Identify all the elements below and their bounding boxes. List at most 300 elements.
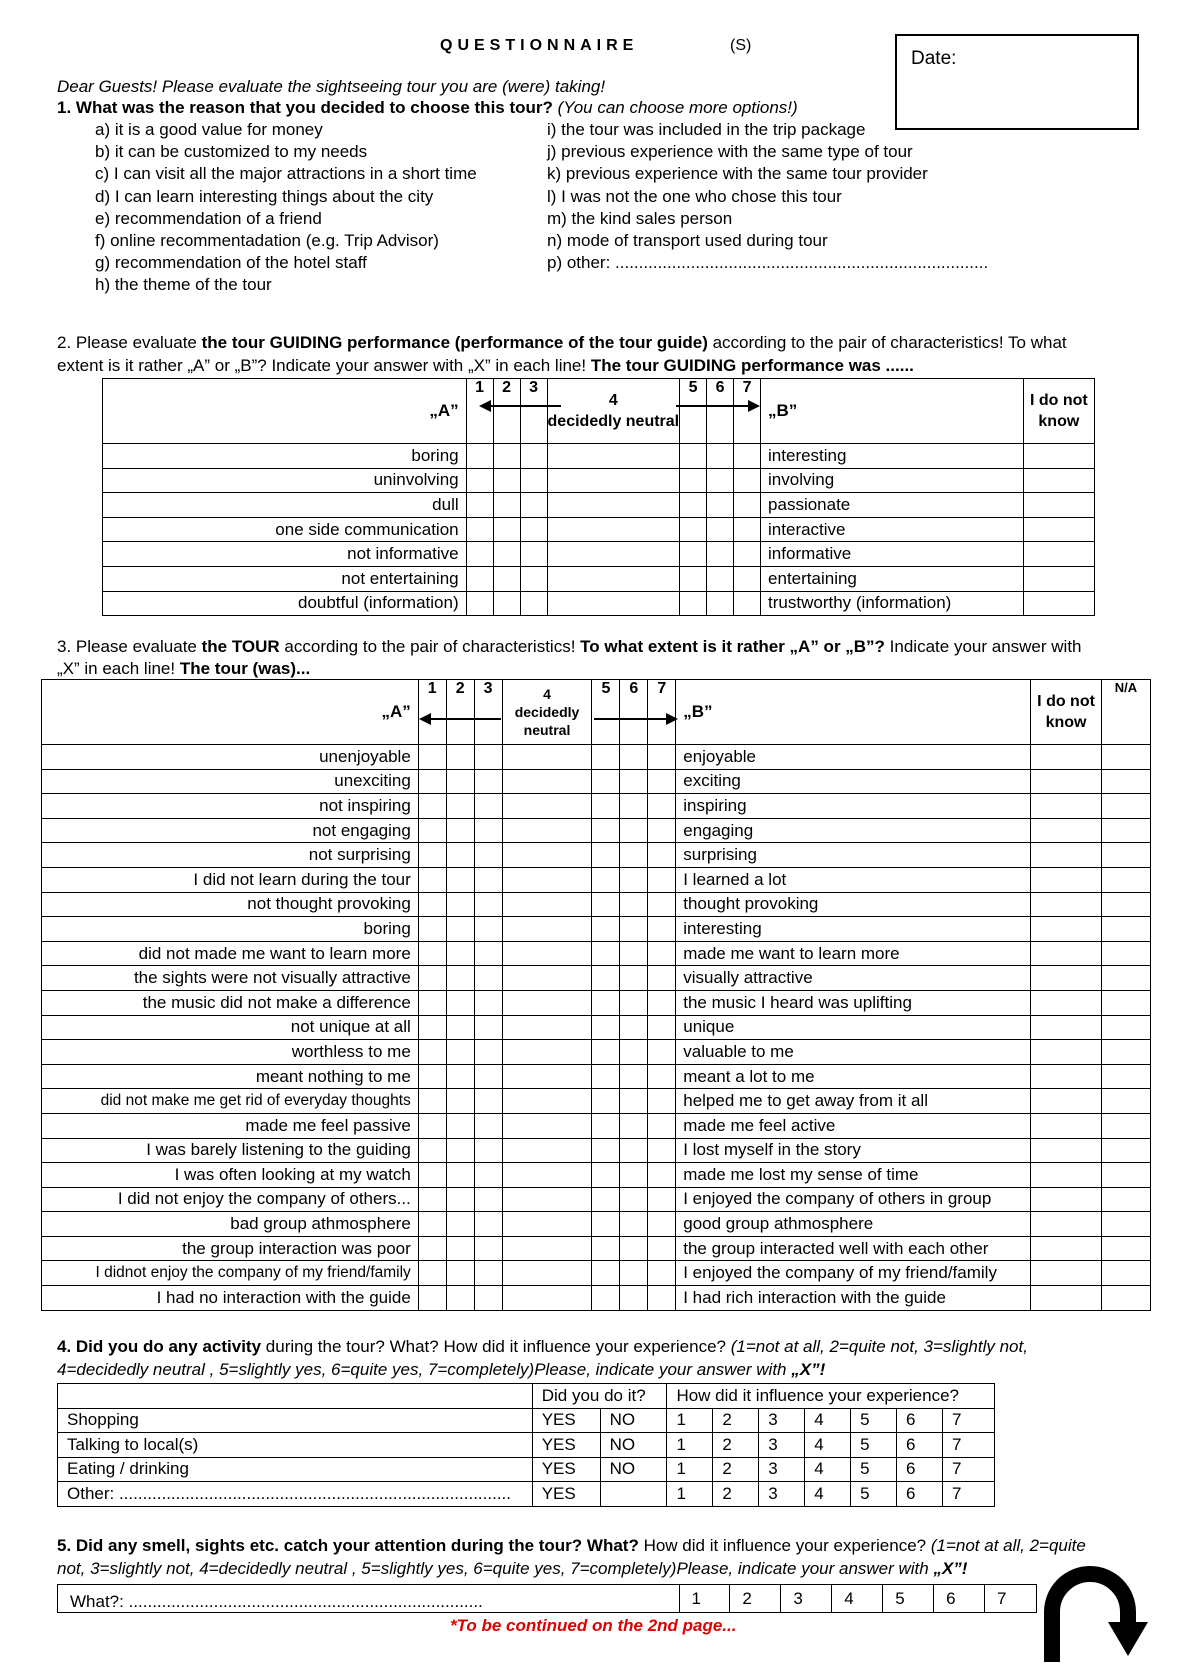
q3-rating-cell-2[interactable] (446, 1040, 474, 1065)
q3-rating-cell-2[interactable] (446, 1089, 474, 1114)
q2-rating-cell-1[interactable] (466, 444, 493, 469)
q3-na-cell[interactable] (1102, 1015, 1151, 1040)
q2-rating-cell-2[interactable] (493, 493, 520, 518)
q3-rating-cell-6[interactable] (620, 818, 648, 843)
q3-rating-cell-4[interactable] (502, 794, 592, 819)
q3-rating-cell-4[interactable] (502, 745, 592, 770)
q4-rating-option-1[interactable]: 1 (667, 1482, 713, 1507)
q3-dont-know-cell[interactable] (1031, 769, 1102, 794)
q5-rating-option-3[interactable]: 3 (781, 1585, 832, 1613)
q3-rating-cell-4[interactable] (502, 1015, 592, 1040)
q2-rating-cell-1[interactable] (466, 517, 493, 542)
q3-rating-cell-1[interactable] (418, 966, 446, 991)
q3-rating-cell-4[interactable] (502, 1040, 592, 1065)
q3-rating-cell-5[interactable] (592, 1163, 620, 1188)
q3-rating-cell-1[interactable] (418, 867, 446, 892)
q2-rating-cell-6[interactable] (707, 444, 734, 469)
q3-rating-cell-4[interactable] (502, 1236, 592, 1261)
q3-rating-cell-2[interactable] (446, 1261, 474, 1286)
q3-rating-cell-3[interactable] (474, 1040, 502, 1065)
q2-rating-cell-4[interactable] (547, 493, 680, 518)
q3-rating-cell-4[interactable] (502, 1089, 592, 1114)
q3-rating-cell-2[interactable] (446, 1113, 474, 1138)
q3-rating-cell-2[interactable] (446, 794, 474, 819)
q2-rating-cell-3[interactable] (520, 444, 547, 469)
q2-rating-cell-5[interactable] (680, 444, 707, 469)
q1-option-right-1[interactable]: i) the tour was included in the trip package (547, 120, 866, 139)
q3-rating-cell-4[interactable] (502, 1113, 592, 1138)
q3-rating-cell-5[interactable] (592, 941, 620, 966)
q3-dont-know-cell[interactable] (1031, 892, 1102, 917)
q3-rating-cell-7[interactable] (648, 818, 676, 843)
q3-rating-cell-3[interactable] (474, 843, 502, 868)
q3-rating-cell-3[interactable] (474, 867, 502, 892)
q3-rating-cell-3[interactable] (474, 769, 502, 794)
q3-na-cell[interactable] (1102, 1236, 1151, 1261)
q2-rating-cell-5[interactable] (680, 493, 707, 518)
q3-rating-cell-4[interactable] (502, 843, 592, 868)
q3-rating-cell-7[interactable] (648, 990, 676, 1015)
q3-rating-cell-1[interactable] (418, 892, 446, 917)
q3-rating-cell-5[interactable] (592, 1286, 620, 1311)
q3-na-cell[interactable] (1102, 966, 1151, 991)
q3-rating-cell-4[interactable] (502, 1163, 592, 1188)
q3-rating-cell-1[interactable] (418, 1212, 446, 1237)
q3-rating-cell-5[interactable] (592, 1187, 620, 1212)
q2-rating-cell-6[interactable] (707, 566, 734, 591)
q3-rating-cell-1[interactable] (418, 1089, 446, 1114)
q2-dont-know-cell[interactable] (1023, 444, 1094, 469)
q3-rating-cell-6[interactable] (620, 843, 648, 868)
q3-rating-cell-1[interactable] (418, 917, 446, 942)
q2-dont-know-cell[interactable] (1023, 468, 1094, 493)
q3-rating-cell-7[interactable] (648, 941, 676, 966)
q2-rating-cell-2[interactable] (493, 566, 520, 591)
q2-rating-cell-5[interactable] (680, 591, 707, 616)
q3-rating-cell-2[interactable] (446, 1138, 474, 1163)
q1-option-left-2[interactable]: b) it can be customized to my needs (95, 142, 368, 162)
q2-rating-cell-2[interactable] (493, 542, 520, 567)
q2-rating-cell-3[interactable] (520, 591, 547, 616)
q1-option-right-7[interactable]: p) other: ............................................................................... (547, 253, 989, 273)
q3-na-cell[interactable] (1102, 1064, 1151, 1089)
q4-rating-option-7[interactable]: 7 (942, 1433, 994, 1458)
q3-na-cell[interactable] (1102, 794, 1151, 819)
q3-rating-cell-5[interactable] (592, 966, 620, 991)
q3-rating-cell-2[interactable] (446, 1187, 474, 1212)
q3-rating-cell-7[interactable] (648, 1286, 676, 1311)
q5-rating-option-7[interactable]: 7 (985, 1585, 1037, 1613)
q2-rating-cell-4[interactable] (547, 566, 680, 591)
q1-option-right-4[interactable]: l) I was not the one who chose this tour (547, 186, 842, 206)
q3-rating-cell-1[interactable] (418, 1113, 446, 1138)
q3-dont-know-cell[interactable] (1031, 843, 1102, 868)
q3-rating-cell-3[interactable] (474, 917, 502, 942)
q2-dont-know-cell[interactable] (1023, 591, 1094, 616)
q3-rating-cell-1[interactable] (418, 843, 446, 868)
q4-rating-option-4[interactable]: 4 (805, 1408, 851, 1433)
q3-rating-cell-7[interactable] (648, 867, 676, 892)
q3-rating-cell-5[interactable] (592, 1089, 620, 1114)
q3-rating-cell-7[interactable] (648, 1212, 676, 1237)
q4-rating-option-1[interactable]: 1 (667, 1408, 713, 1433)
q3-dont-know-cell[interactable] (1031, 1286, 1102, 1311)
q3-rating-cell-1[interactable] (418, 1187, 446, 1212)
q3-na-cell[interactable] (1102, 1113, 1151, 1138)
q2-rating-cell-7[interactable] (734, 542, 761, 567)
q3-dont-know-cell[interactable] (1031, 1163, 1102, 1188)
q3-rating-cell-2[interactable] (446, 1163, 474, 1188)
q4-rating-option-3[interactable]: 3 (759, 1408, 805, 1433)
q2-rating-cell-7[interactable] (734, 444, 761, 469)
q3-rating-cell-4[interactable] (502, 990, 592, 1015)
q2-rating-cell-2[interactable] (493, 444, 520, 469)
q4-rating-option-6[interactable]: 6 (897, 1482, 943, 1507)
q4-rating-option-3[interactable]: 3 (759, 1482, 805, 1507)
q3-rating-cell-4[interactable] (502, 1261, 592, 1286)
q3-rating-cell-5[interactable] (592, 1236, 620, 1261)
q3-rating-cell-2[interactable] (446, 1236, 474, 1261)
q4-rating-option-5[interactable]: 5 (851, 1433, 897, 1458)
q3-rating-cell-3[interactable] (474, 966, 502, 991)
q3-rating-cell-7[interactable] (648, 843, 676, 868)
q3-dont-know-cell[interactable] (1031, 1261, 1102, 1286)
q1-option-right-2[interactable]: j) previous experience with the same type of tour (547, 142, 913, 162)
q4-rating-option-7[interactable]: 7 (942, 1408, 994, 1433)
q2-rating-cell-2[interactable] (493, 517, 520, 542)
q2-rating-cell-7[interactable] (734, 566, 761, 591)
q3-rating-cell-3[interactable] (474, 1113, 502, 1138)
q2-rating-cell-5[interactable] (680, 468, 707, 493)
q1-option-left-6[interactable]: f) online recommentadation (e.g. Trip Advisor) (95, 230, 439, 250)
q1-option-left-5[interactable]: e) recommendation of a friend (95, 208, 322, 228)
q3-rating-cell-5[interactable] (592, 1261, 620, 1286)
q2-rating-cell-1[interactable] (466, 468, 493, 493)
q3-na-cell[interactable] (1102, 941, 1151, 966)
q3-rating-cell-7[interactable] (648, 1261, 676, 1286)
q2-rating-cell-4[interactable] (547, 468, 680, 493)
q3-dont-know-cell[interactable] (1031, 1113, 1102, 1138)
q3-rating-cell-7[interactable] (648, 1138, 676, 1163)
q3-rating-cell-6[interactable] (620, 966, 648, 991)
q1-option-left-8[interactable]: h) the theme of the tour (95, 275, 272, 295)
q3-rating-cell-1[interactable] (418, 1040, 446, 1065)
q3-rating-cell-1[interactable] (418, 1064, 446, 1089)
q3-na-cell[interactable] (1102, 1138, 1151, 1163)
q3-dont-know-cell[interactable] (1031, 1015, 1102, 1040)
q4-rating-option-6[interactable]: 6 (897, 1457, 943, 1482)
next-page-icon[interactable] (1038, 1556, 1148, 1666)
q3-rating-cell-5[interactable] (592, 1113, 620, 1138)
q3-dont-know-cell[interactable] (1031, 1236, 1102, 1261)
q3-rating-cell-1[interactable] (418, 769, 446, 794)
q1-option-left-7[interactable]: g) recommendation of the hotel staff (95, 253, 367, 273)
q3-rating-cell-5[interactable] (592, 1040, 620, 1065)
q3-rating-cell-2[interactable] (446, 769, 474, 794)
q3-rating-cell-6[interactable] (620, 1089, 648, 1114)
q3-na-cell[interactable] (1102, 892, 1151, 917)
q3-rating-cell-3[interactable] (474, 818, 502, 843)
q4-rating-option-4[interactable]: 4 (805, 1433, 851, 1458)
q5-what-field[interactable]: What?: ........................................................................... (58, 1585, 680, 1613)
q1-option-left-1[interactable]: a) it is a good value for money (95, 120, 323, 139)
q4-rating-option-7[interactable]: 7 (942, 1482, 994, 1507)
q2-rating-cell-1[interactable] (466, 566, 493, 591)
q3-rating-cell-3[interactable] (474, 1015, 502, 1040)
q4-rating-option-1[interactable]: 1 (667, 1433, 713, 1458)
q3-na-cell[interactable] (1102, 1040, 1151, 1065)
q3-rating-cell-5[interactable] (592, 892, 620, 917)
q3-rating-cell-2[interactable] (446, 892, 474, 917)
q3-rating-cell-7[interactable] (648, 1064, 676, 1089)
q3-rating-cell-5[interactable] (592, 1064, 620, 1089)
q3-dont-know-cell[interactable] (1031, 745, 1102, 770)
q3-rating-cell-5[interactable] (592, 1015, 620, 1040)
q2-rating-cell-6[interactable] (707, 517, 734, 542)
q3-rating-cell-6[interactable] (620, 1015, 648, 1040)
q3-dont-know-cell[interactable] (1031, 990, 1102, 1015)
q3-rating-cell-5[interactable] (592, 794, 620, 819)
q2-dont-know-cell[interactable] (1023, 566, 1094, 591)
q2-dont-know-cell[interactable] (1023, 542, 1094, 567)
q2-rating-cell-6[interactable] (707, 468, 734, 493)
q3-rating-cell-3[interactable] (474, 1089, 502, 1114)
q3-rating-cell-3[interactable] (474, 1187, 502, 1212)
q4-rating-option-5[interactable]: 5 (851, 1482, 897, 1507)
q3-rating-cell-6[interactable] (620, 1138, 648, 1163)
q3-rating-cell-3[interactable] (474, 892, 502, 917)
q3-rating-cell-6[interactable] (620, 941, 648, 966)
q3-rating-cell-3[interactable] (474, 794, 502, 819)
q5-rating-option-6[interactable]: 6 (934, 1585, 985, 1613)
q4-rating-option-2[interactable]: 2 (713, 1482, 759, 1507)
q3-rating-cell-7[interactable] (648, 966, 676, 991)
q3-rating-cell-1[interactable] (418, 941, 446, 966)
q4-rating-option-2[interactable]: 2 (713, 1433, 759, 1458)
q3-rating-cell-3[interactable] (474, 990, 502, 1015)
q3-rating-cell-5[interactable] (592, 818, 620, 843)
q3-dont-know-cell[interactable] (1031, 966, 1102, 991)
q3-rating-cell-6[interactable] (620, 1187, 648, 1212)
q2-rating-cell-7[interactable] (734, 591, 761, 616)
q3-rating-cell-6[interactable] (620, 769, 648, 794)
q3-rating-cell-7[interactable] (648, 769, 676, 794)
q3-rating-cell-2[interactable] (446, 867, 474, 892)
q3-rating-cell-1[interactable] (418, 1163, 446, 1188)
q3-rating-cell-4[interactable] (502, 892, 592, 917)
q3-rating-cell-3[interactable] (474, 941, 502, 966)
q4-rating-option-3[interactable]: 3 (759, 1433, 805, 1458)
q4-rating-option-7[interactable]: 7 (942, 1457, 994, 1482)
q4-rating-option-6[interactable]: 6 (897, 1408, 943, 1433)
q3-na-cell[interactable] (1102, 990, 1151, 1015)
q4-rating-option-3[interactable]: 3 (759, 1457, 805, 1482)
q3-rating-cell-3[interactable] (474, 1064, 502, 1089)
q2-rating-cell-3[interactable] (520, 517, 547, 542)
q3-rating-cell-6[interactable] (620, 745, 648, 770)
q4-no-option[interactable]: NO (600, 1457, 667, 1482)
q3-na-cell[interactable] (1102, 867, 1151, 892)
q3-rating-cell-4[interactable] (502, 1064, 592, 1089)
q4-rating-option-2[interactable]: 2 (713, 1457, 759, 1482)
q3-rating-cell-4[interactable] (502, 1212, 592, 1237)
q4-rating-option-5[interactable]: 5 (851, 1457, 897, 1482)
q3-rating-cell-7[interactable] (648, 917, 676, 942)
q3-na-cell[interactable] (1102, 769, 1151, 794)
q1-option-left-3[interactable]: c) I can visit all the major attractions in a short time (95, 164, 477, 184)
q2-rating-cell-6[interactable] (707, 591, 734, 616)
q3-rating-cell-1[interactable] (418, 1261, 446, 1286)
q3-rating-cell-4[interactable] (502, 941, 592, 966)
q4-rating-option-6[interactable]: 6 (897, 1433, 943, 1458)
q3-rating-cell-6[interactable] (620, 1163, 648, 1188)
q2-rating-cell-3[interactable] (520, 566, 547, 591)
q3-rating-cell-5[interactable] (592, 1138, 620, 1163)
q3-dont-know-cell[interactable] (1031, 941, 1102, 966)
q3-rating-cell-1[interactable] (418, 794, 446, 819)
q5-rating-option-1[interactable]: 1 (679, 1585, 730, 1613)
q3-dont-know-cell[interactable] (1031, 1212, 1102, 1237)
q2-rating-cell-4[interactable] (547, 444, 680, 469)
q2-rating-cell-1[interactable] (466, 493, 493, 518)
q3-rating-cell-7[interactable] (648, 1040, 676, 1065)
q3-rating-cell-3[interactable] (474, 1236, 502, 1261)
q3-rating-cell-1[interactable] (418, 1286, 446, 1311)
q3-rating-cell-2[interactable] (446, 1286, 474, 1311)
q3-rating-cell-2[interactable] (446, 990, 474, 1015)
q3-rating-cell-1[interactable] (418, 745, 446, 770)
q2-rating-cell-4[interactable] (547, 517, 680, 542)
q3-rating-cell-7[interactable] (648, 745, 676, 770)
q3-rating-cell-4[interactable] (502, 917, 592, 942)
q3-na-cell[interactable] (1102, 917, 1151, 942)
q2-rating-cell-1[interactable] (466, 591, 493, 616)
q3-rating-cell-4[interactable] (502, 1138, 592, 1163)
q4-rating-option-4[interactable]: 4 (805, 1482, 851, 1507)
q3-rating-cell-6[interactable] (620, 892, 648, 917)
q4-no-option[interactable]: NO (600, 1433, 667, 1458)
q3-rating-cell-6[interactable] (620, 990, 648, 1015)
q3-na-cell[interactable] (1102, 843, 1151, 868)
q5-rating-option-4[interactable]: 4 (832, 1585, 883, 1613)
q2-dont-know-cell[interactable] (1023, 493, 1094, 518)
q3-rating-cell-3[interactable] (474, 745, 502, 770)
q3-na-cell[interactable] (1102, 1187, 1151, 1212)
q3-dont-know-cell[interactable] (1031, 1064, 1102, 1089)
date-box[interactable] (895, 34, 1139, 130)
q3-rating-cell-5[interactable] (592, 917, 620, 942)
q2-rating-cell-1[interactable] (466, 542, 493, 567)
q3-rating-cell-4[interactable] (502, 1187, 592, 1212)
q3-rating-cell-2[interactable] (446, 917, 474, 942)
q3-rating-cell-2[interactable] (446, 941, 474, 966)
q3-rating-cell-4[interactable] (502, 1286, 592, 1311)
q1-option-right-3[interactable]: k) previous experience with the same tour provider (547, 164, 928, 184)
q3-dont-know-cell[interactable] (1031, 1089, 1102, 1114)
q3-rating-cell-6[interactable] (620, 794, 648, 819)
q3-rating-cell-1[interactable] (418, 990, 446, 1015)
q3-dont-know-cell[interactable] (1031, 818, 1102, 843)
q3-rating-cell-6[interactable] (620, 1286, 648, 1311)
q3-rating-cell-4[interactable] (502, 818, 592, 843)
q2-rating-cell-7[interactable] (734, 468, 761, 493)
q3-rating-cell-4[interactable] (502, 966, 592, 991)
q5-rating-option-5[interactable]: 5 (883, 1585, 934, 1613)
q3-rating-cell-6[interactable] (620, 1261, 648, 1286)
q2-rating-cell-5[interactable] (680, 566, 707, 591)
q2-rating-cell-7[interactable] (734, 493, 761, 518)
q3-rating-cell-4[interactable] (502, 867, 592, 892)
q4-rating-option-5[interactable]: 5 (851, 1408, 897, 1433)
q3-rating-cell-7[interactable] (648, 1089, 676, 1114)
q3-rating-cell-6[interactable] (620, 867, 648, 892)
q3-rating-cell-6[interactable] (620, 1236, 648, 1261)
q3-dont-know-cell[interactable] (1031, 1040, 1102, 1065)
q1-option-right-6[interactable]: n) mode of transport used during tour (547, 230, 828, 250)
q3-na-cell[interactable] (1102, 1286, 1151, 1311)
q1-option-right-5[interactable]: m) the kind sales person (547, 208, 733, 228)
q3-rating-cell-2[interactable] (446, 1064, 474, 1089)
q3-rating-cell-5[interactable] (592, 990, 620, 1015)
q3-rating-cell-5[interactable] (592, 843, 620, 868)
q5-rating-option-2[interactable]: 2 (730, 1585, 781, 1613)
q3-rating-cell-7[interactable] (648, 892, 676, 917)
q3-rating-cell-2[interactable] (446, 966, 474, 991)
q2-rating-cell-3[interactable] (520, 542, 547, 567)
q2-rating-cell-3[interactable] (520, 468, 547, 493)
q3-rating-cell-7[interactable] (648, 1236, 676, 1261)
q3-dont-know-cell[interactable] (1031, 867, 1102, 892)
q3-rating-cell-7[interactable] (648, 1187, 676, 1212)
q2-rating-cell-3[interactable] (520, 493, 547, 518)
q3-rating-cell-3[interactable] (474, 1261, 502, 1286)
q2-rating-cell-4[interactable] (547, 591, 680, 616)
q3-na-cell[interactable] (1102, 1212, 1151, 1237)
q3-rating-cell-1[interactable] (418, 1138, 446, 1163)
q4-rating-option-1[interactable]: 1 (667, 1457, 713, 1482)
q3-rating-cell-5[interactable] (592, 1212, 620, 1237)
q2-dont-know-cell[interactable] (1023, 517, 1094, 542)
q3-na-cell[interactable] (1102, 1261, 1151, 1286)
q3-rating-cell-2[interactable] (446, 818, 474, 843)
q3-na-cell[interactable] (1102, 1163, 1151, 1188)
q2-rating-cell-4[interactable] (547, 542, 680, 567)
q3-rating-cell-2[interactable] (446, 745, 474, 770)
q3-rating-cell-2[interactable] (446, 843, 474, 868)
q3-rating-cell-5[interactable] (592, 769, 620, 794)
q3-rating-cell-6[interactable] (620, 1040, 648, 1065)
q3-rating-cell-1[interactable] (418, 1015, 446, 1040)
q4-rating-option-4[interactable]: 4 (805, 1457, 851, 1482)
q4-rating-option-2[interactable]: 2 (713, 1408, 759, 1433)
q3-dont-know-cell[interactable] (1031, 917, 1102, 942)
q3-rating-cell-6[interactable] (620, 1113, 648, 1138)
q2-rating-cell-2[interactable] (493, 591, 520, 616)
q3-rating-cell-6[interactable] (620, 917, 648, 942)
q3-dont-know-cell[interactable] (1031, 1138, 1102, 1163)
q3-rating-cell-7[interactable] (648, 1163, 676, 1188)
q3-rating-cell-7[interactable] (648, 794, 676, 819)
q3-rating-cell-5[interactable] (592, 867, 620, 892)
q2-rating-cell-2[interactable] (493, 468, 520, 493)
q4-yes-option[interactable]: YES (532, 1482, 600, 1507)
q3-dont-know-cell[interactable] (1031, 1187, 1102, 1212)
q3-rating-cell-3[interactable] (474, 1286, 502, 1311)
q3-rating-cell-1[interactable] (418, 1236, 446, 1261)
q3-rating-cell-4[interactable] (502, 769, 592, 794)
q3-na-cell[interactable] (1102, 1089, 1151, 1114)
q3-rating-cell-7[interactable] (648, 1113, 676, 1138)
